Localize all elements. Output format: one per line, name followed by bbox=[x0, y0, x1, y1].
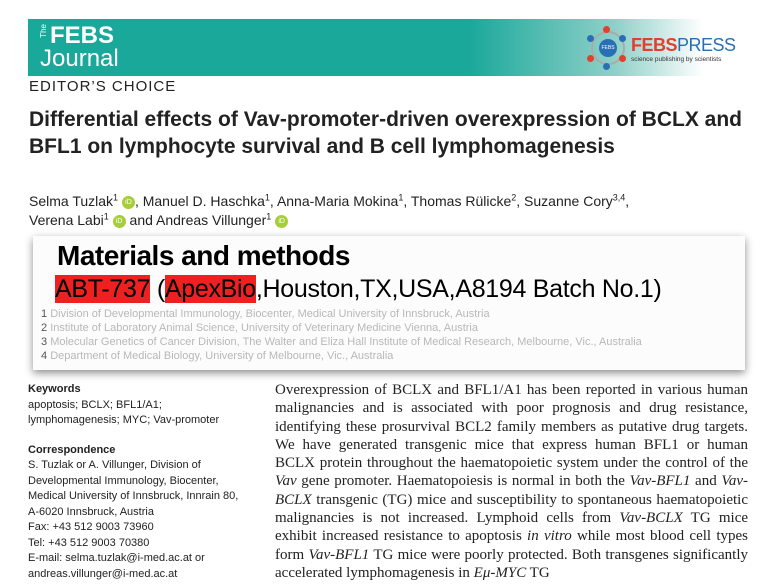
molecule-dot bbox=[603, 63, 610, 70]
author-name: Manuel D. Haschka bbox=[142, 193, 265, 209]
logo-the: The bbox=[39, 24, 48, 38]
author-name: Thomas Rülicke bbox=[410, 193, 512, 209]
affiliation-ref: 3,4 bbox=[612, 192, 626, 203]
affiliation: 4 Department of Medical Biology, University of Melbourne, Vic., Australia bbox=[41, 350, 394, 362]
affiliation-ref: 1 bbox=[266, 211, 272, 222]
press-name: FEBSPRESS bbox=[631, 35, 736, 55]
email-line[interactable]: E-mail: selma.tuzlak@i-med.ac.at or bbox=[28, 552, 205, 564]
correspondence-heading: Correspondence bbox=[28, 443, 116, 456]
author-name: Suzanne Cory bbox=[524, 193, 613, 209]
tel-line: Tel: +43 512 9003 70380 bbox=[28, 536, 150, 549]
affiliation: 3 Molecular Genetics of Cancer Division, The Walter and Eliza Hall Institute of Medical Research, Melbourne, Vic., Australia bbox=[41, 336, 642, 348]
highlight-compound: ABT-737 bbox=[55, 275, 151, 303]
orcid-icon[interactable]: iD bbox=[113, 215, 126, 228]
correspondence-line: Developmental Immunology, Biocenter, bbox=[28, 474, 219, 487]
logo-journal: Journal bbox=[40, 45, 119, 72]
affiliation-ref: 1 bbox=[113, 192, 119, 203]
febs-press-logo bbox=[583, 25, 753, 71]
email-line[interactable]: andreas.villunger@i-med.ac.at bbox=[28, 567, 178, 580]
molecule-dot bbox=[619, 55, 626, 62]
highlight-overlay bbox=[33, 236, 745, 370]
molecule-dot bbox=[587, 55, 594, 62]
reagent-details: ,Houston,TX,USA,A8194 Batch No.1) bbox=[255, 275, 662, 303]
molecule-dot bbox=[619, 35, 626, 42]
author-name: Anna-Maria Mokina bbox=[276, 193, 399, 209]
journal-banner bbox=[28, 19, 762, 76]
reagent-line: ABT-737 (ApexBio,Houston,TX,USA,A8194 Batch No.1) bbox=[55, 275, 662, 303]
correspondence-line: Medical University of Innsbruck, Innrain 80, bbox=[28, 490, 239, 502]
affiliation-ref: 1 bbox=[264, 192, 270, 203]
press-tagline: science publishing by scientists bbox=[631, 56, 722, 63]
press-core: FEBS bbox=[599, 39, 617, 57]
overlay-heading: Materials and methods bbox=[57, 240, 350, 271]
molecule-dot bbox=[603, 26, 610, 33]
affiliation-ref: 1 bbox=[103, 211, 109, 222]
correspondence-line: S. Tuzlak or A. Villunger, Division of bbox=[28, 459, 201, 471]
affiliation: 2 Institute of Laboratory Animal Science, University of Veterinary Medicine Vienna, Austria bbox=[41, 322, 478, 334]
sidebar-info bbox=[28, 382, 268, 582]
molecule-dot bbox=[587, 35, 594, 42]
author-name: Verena Labi bbox=[29, 212, 104, 228]
author-name: Andreas Villunger bbox=[156, 212, 267, 228]
orcid-icon[interactable]: iD bbox=[275, 215, 288, 228]
affiliation: 1 Division of Developmental Immunology, Biocenter, Medical University of Innsbruck, Austria bbox=[41, 308, 490, 320]
author-list: Selma Tuzlak$^1$ iD , Manuel D. Haschka$^1$, Anna-Maria Mokina$^1$, Thomas Rülicke$^2$, Suzanne Cory$^{3,4}$, Verena Labi$^1$ iD and Andreas Villunger$^1$ iD bbox=[29, 192, 630, 228]
affiliation-ref: 2 bbox=[511, 192, 517, 203]
correspondence-line: A-6020 Innsbruck, Austria bbox=[28, 505, 154, 518]
keyword-line: lymphomagenesis; MYC; Vav-promoter bbox=[28, 414, 220, 426]
article-title: Differential effects of Vav-promoter-driven overexpression of BCLX and BFL1 on lymphocyte survival and B cell lymphomagenesis bbox=[29, 108, 742, 158]
affiliation-ref: 1 bbox=[398, 192, 404, 203]
author-name: Selma Tuzlak bbox=[29, 193, 114, 209]
highlight-supplier: ApexBio bbox=[164, 275, 256, 303]
section-label: EDITOR’S CHOICE bbox=[29, 78, 177, 95]
fax-line: Fax: +43 512 9003 73960 bbox=[28, 521, 154, 533]
keywords-heading: Keywords bbox=[28, 383, 81, 395]
logo-febs: FEBS bbox=[50, 22, 115, 49]
abstract-text: Overexpression of BCLX and BFL1/A1 has been reported in various human malignancies and is associated with poor prognosis and drug resistance, identifying these prosurvival BCL2 family members as putative drug targets. We have generated transgenic mice that express human BFL1 or human BCLX protein throughout the haematopoietic system under the control of the Vav gene promoter. Haematopoiesis is normal in both the Vav-BFL1 and Vav-BCLX transgenic (TG) mice and susceptibility to spontaneous haematopoietic malignancies is not increased. Lymphoid cells from Vav-BCLX TG mice exhibit increased resistance to apoptosis in vitro while most blood cell types form Vav-BFL1 TG mice were poorly protected. Both transgenes significantly accelerated lymphomagenesis in Eμ-MYC TG bbox=[275, 382, 749, 581]
keyword-line: apoptosis; BCLX; BFL1/A1; bbox=[28, 398, 162, 411]
orcid-icon[interactable]: iD bbox=[122, 196, 135, 209]
